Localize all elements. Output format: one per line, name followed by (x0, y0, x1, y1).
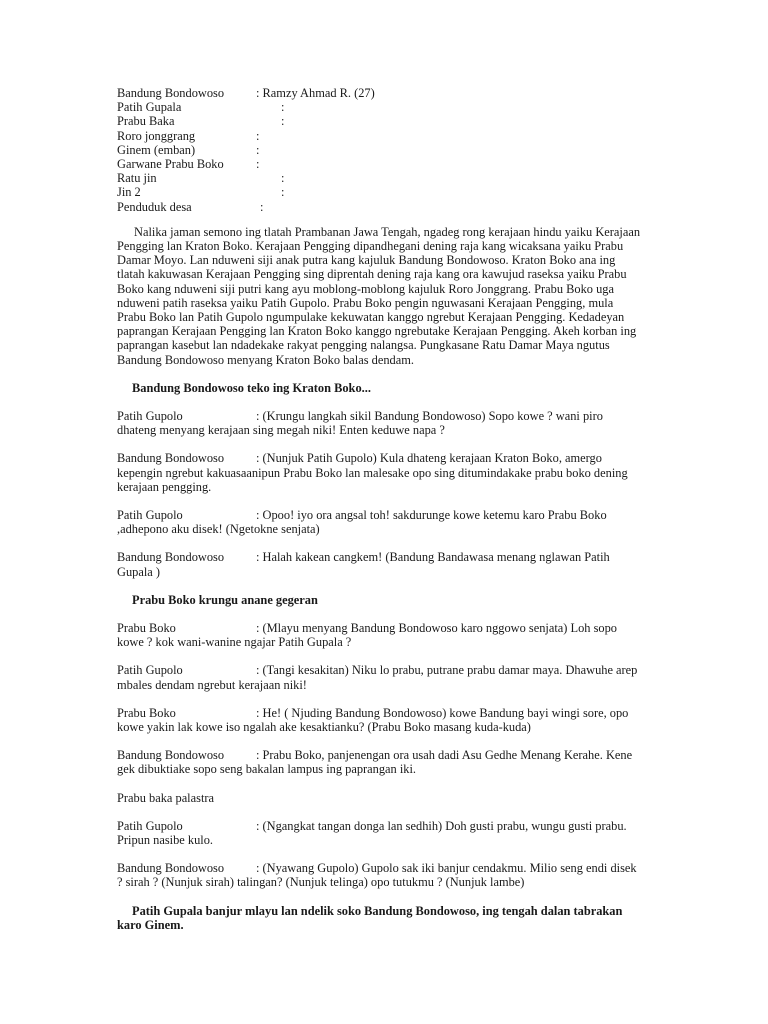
dialogue-line (117, 663, 642, 691)
dialogue-line (117, 748, 642, 776)
cast-row (117, 200, 642, 214)
dialogue-text: : Prabu Boko, panjenengan ora usah dadi Asu Gedhe Menang Kerahe. Kene gek dibuktiake sopo seng bakalan lampus ing paprangan iki. (117, 748, 633, 777)
cast-actor: : (256, 156, 260, 171)
scene-heading: Prabu Boko krungu anane gegeran (132, 592, 318, 607)
cast-role: Roro jonggrang (117, 128, 196, 143)
dialogue-line (117, 550, 642, 578)
dialogue-text: : Opoo! iyo ora angsal toh! sakdurunge kowe ketemu karo Prabu Boko ,adhepono aku disek! (Ngetokne senjata) (117, 507, 607, 537)
speaker-name: Patih Gupolo (117, 408, 183, 423)
dialogue-line (117, 861, 642, 889)
scene-heading: Patih Gupala banjur mlayu lan ndelik soko Bandung Bondowoso, ing tengah dalan tabrakan karo Ginem. (117, 903, 623, 932)
script-document (117, 86, 642, 932)
scene-heading: Bandung Bondowoso teko ing Kraton Boko... (132, 380, 371, 395)
speaker-name: Patih Gupolo (117, 663, 183, 678)
cast-row (117, 185, 642, 199)
cast-role: Garwane Prabu Boko (117, 156, 224, 171)
cast-row (117, 129, 642, 143)
script-body (117, 381, 642, 932)
cast-role: Penduduk desa (117, 199, 192, 214)
cast-actor: : (256, 142, 260, 157)
dialogue-text: : (Krungu langkah sikil Bandung Bondowoso) Sopo kowe ? wani piro dhateng menyang kerajaan sing megah niki! Enten keduwe napa ? (117, 408, 603, 438)
cast-actor: : (281, 100, 285, 115)
dialogue-text: : (Nunjuk Patih Gupolo) Kula dhateng kerajaan Kraton Boko, amergo kepengin ngrebut kakuasaanipun Prabu Boko lan malesake opo sing ditumindakake prabu boko dening kerajaan pengging. (117, 451, 628, 494)
cast-role: Ginem (emban) (117, 142, 196, 157)
dialogue-text: : He! ( Njuding Bandung Bondowoso) kowe Bandung bayi wingi sore, opo kowe yakin lak kowe iso ngalah ake kesaktianku? (Prabu Boko masang kuda-kuda) (117, 705, 629, 734)
intro-paragraph: Nalika jaman semono ing tlatah Prambanan Jawa Tengah, ngadeg rong kerajaan hindu yaiku Kerajaan Pengging lan Kraton Boko. Kerajaan Pengging dipandhegani dening raja kang wicaksana yaiku Prabu Damar Moyo. Lan nduweni siji anak putra kang kajuluk Bandung Bondowoso. Kraton Boko ana ing tlatah kakuwasan Kerajaan Pengging sing diprentah dening raja kang ora kawujud raseksa yaiku Prabu Boko kang nduweni siji putri kang ayu moblong-moblong kajuluk Roro Jonggrang. Prabu Boko uga nduweni patih raseksa yaiku Patih Gupolo. Prabu Boko pengin nguwasani Kerajaan Pengging, mula Prabu Boko lan Patih Gupolo ngumpulake kekuwatan kanggo ngrebut Kerajaan Pengging. Kedadeyan paprangan Kerajaan Pengging lan Kraton Boko kanggo ngrebutake Kerajaan Pengging. Akeh korban ing paprangan kasebut lan ndadekake rakyat pengging nalangsa. Pungkasane Ratu Damar Maya ngutus Bandung Bondowoso menyang Kraton Boko balas dendam. (117, 224, 641, 367)
cast-row (117, 171, 642, 185)
cast-role: Ratu jin (117, 171, 157, 186)
dialogue-line (117, 706, 642, 734)
cast-role: Bandung Bondowoso (117, 86, 225, 100)
cast-row (117, 100, 642, 114)
cast-row (117, 157, 642, 171)
speaker-name: Prabu Boko (117, 620, 176, 635)
cast-actor: : Ramzy Ahmad R. (27) (256, 86, 375, 100)
speaker-name: Patih Gupolo (117, 507, 183, 522)
cast-actor: : (281, 114, 285, 129)
speaker-name: Bandung Bondowoso (117, 550, 225, 565)
dialogue-line (117, 451, 642, 494)
cast-actor: : (260, 199, 264, 214)
dialogue-text: : Halah kakean cangkem! (Bandung Bandawasa menang nglawan Patih Gupala ) (117, 550, 610, 579)
dialogue-text: : (Nyawang Gupolo) Gupolo sak iki banjur cendakmu. Milio seng endi disek ? sirah ? (Nunjuk sirah) talingan? (Nunjuk telinga) opo tutukmu ? (Nunjuk lambe) (117, 861, 637, 890)
cast-row (117, 143, 642, 157)
dialogue-text: : (Ngangkat tangan donga lan sedhih) Doh gusti prabu, wungu gusti prabu. Pripun nasibe kulo. (117, 818, 627, 847)
speaker-name: Bandung Bondowoso (117, 748, 225, 763)
cast-role: Patih Gupala (117, 100, 182, 115)
speaker-name: Bandung Bondowoso (117, 861, 225, 876)
dialogue-text: : (Tangi kesakitan) Niku lo prabu, putrane prabu damar maya. Dhawuhe arep mbales dendam ngrebut kerajaan niki! (117, 663, 638, 692)
cast-role: Prabu Baka (117, 114, 175, 129)
cast-actor: : (281, 171, 285, 186)
dialogue-line (117, 409, 642, 437)
stage-direction: Prabu baka palastra (117, 790, 215, 805)
cast-row (117, 86, 642, 100)
speaker-name: Patih Gupolo (117, 818, 183, 833)
cast-role: Jin 2 (117, 185, 141, 200)
cast-actor: : (256, 128, 260, 143)
dialogue-text: : (Mlayu menyang Bandung Bondowoso karo nggowo senjata) Loh sopo kowe ? kok wani-wanine ngajar Patih Gupala ? (117, 620, 617, 650)
cast-actor: : (281, 185, 285, 200)
dialogue-line (117, 621, 642, 649)
speaker-name: Bandung Bondowoso (117, 451, 225, 466)
dialogue-line (117, 508, 642, 536)
speaker-name: Prabu Boko (117, 705, 176, 720)
cast-row (117, 114, 642, 128)
dialogue-line (117, 819, 642, 847)
cast-list (117, 86, 642, 214)
